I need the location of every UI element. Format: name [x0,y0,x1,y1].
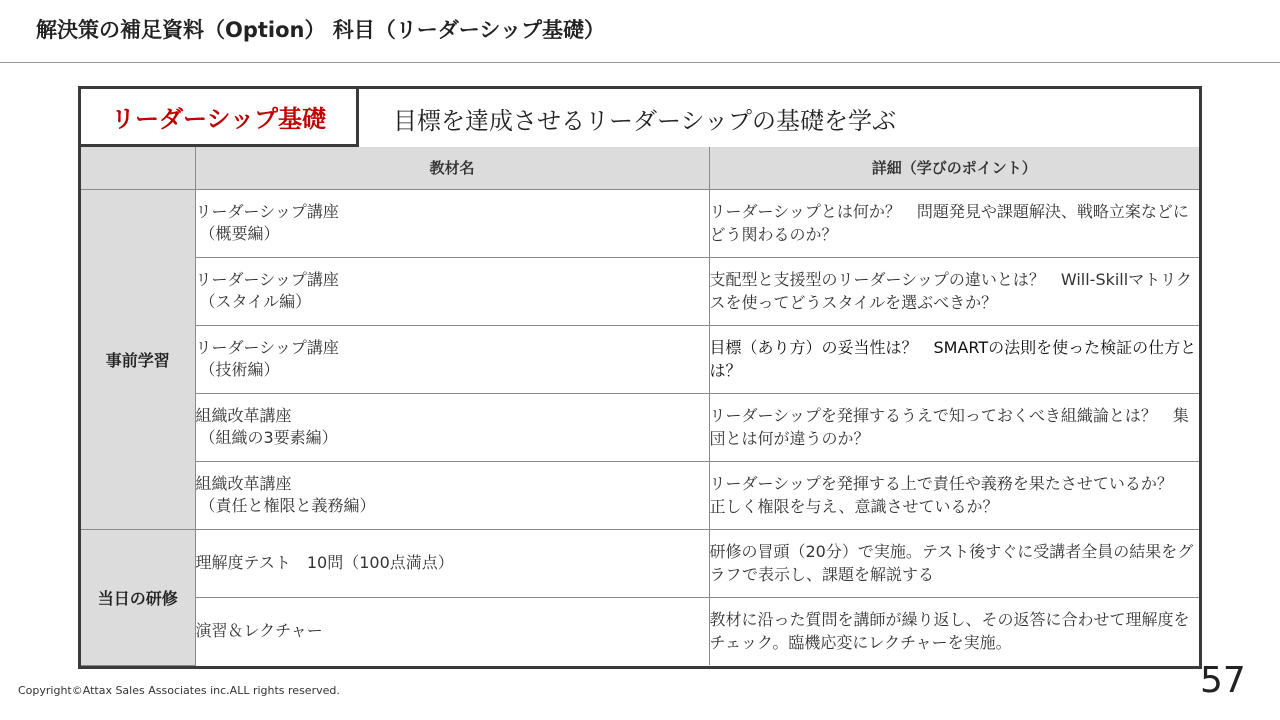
course-header-row [81,89,1199,147]
material-subtitle: （概要編） [199,224,280,243]
material-cell [195,257,709,325]
material-subtitle: （スタイル編） [199,292,312,311]
material-subtitle: （責任と権限と義務編） [199,496,376,515]
detail-cell: 教材に沿った質問を講師が繰り返し、その返答に合わせて理解度をチェック。臨機応変にレクチャーを実施。 [709,597,1199,665]
copyright-footer: Copyright©Attax Sales Associates inc.ALL rights reserved. [18,684,340,697]
material-cell [195,189,709,257]
material-cell [195,325,709,393]
table-header-row [81,147,1199,189]
material-title: 理解度テスト 10問（100点満点） [195,553,454,572]
course-table-frame [78,86,1202,669]
table-row [81,597,1199,665]
detail-cell: リーダーシップを発揮する上で責任や義務を果たさせているか？ 正しく権限を与え、意識させているか？ [709,461,1199,529]
detail-cell: 研修の冒頭（20分）で実施。テスト後すぐに受講者全員の結果をグラフで表示し、課題を解説する [709,529,1199,597]
table-row [81,393,1199,461]
category-cell-training-day: 当日の研修 [81,529,195,665]
material-title: 演習＆レクチャー [195,621,323,641]
course-badge: リーダーシップ基礎 [81,89,359,147]
table-row [81,461,1199,529]
table-row [81,325,1199,393]
page-title: 解決策の補足資料（Option） 科目（リーダーシップ基礎） [36,18,605,42]
material-title: 組織改革講座 [195,406,292,425]
title-divider [0,62,1280,63]
table-row [81,529,1199,597]
category-cell-pre-study: 事前学習 [81,189,195,529]
material-title: リーダーシップ講座 [195,338,339,357]
material-cell [195,529,709,597]
detail-cell: 目標（あり方）の妥当性は？ SMARTの法則を使った検証の仕方とは？ [709,325,1199,393]
table-row [81,257,1199,325]
material-cell [195,597,709,665]
material-title: リーダーシップ講座 [195,270,339,289]
material-title: リーダーシップ講座 [195,202,339,221]
material-title: 組織改革講座 [195,474,292,493]
material-subtitle: （組織の3要素編） [199,428,338,447]
column-header-detail: 詳細（学びのポイント） [709,147,1199,189]
course-materials-table [81,147,1199,666]
detail-cell: リーダーシップとは何か？ 問題発見や課題解決、戦略立案などにどう関わるのか？ [709,189,1199,257]
column-header-category [81,147,195,189]
table-row [81,189,1199,257]
column-header-material: 教材名 [195,147,709,189]
detail-cell: 支配型と支援型のリーダーシップの違いとは？ Will-Skillマトリクスを使ってどうスタイルを選ぶべきか？ [709,257,1199,325]
material-cell [195,461,709,529]
detail-cell: リーダーシップを発揮するうえで知っておくべき組織論とは？ 集団とは何が違うのか？ [709,393,1199,461]
material-cell [195,393,709,461]
course-subtitle: 目標を達成させるリーダーシップの基礎を学ぶ [393,106,897,135]
material-subtitle: （技術編） [199,360,280,379]
page-number: 57 [1200,660,1246,701]
